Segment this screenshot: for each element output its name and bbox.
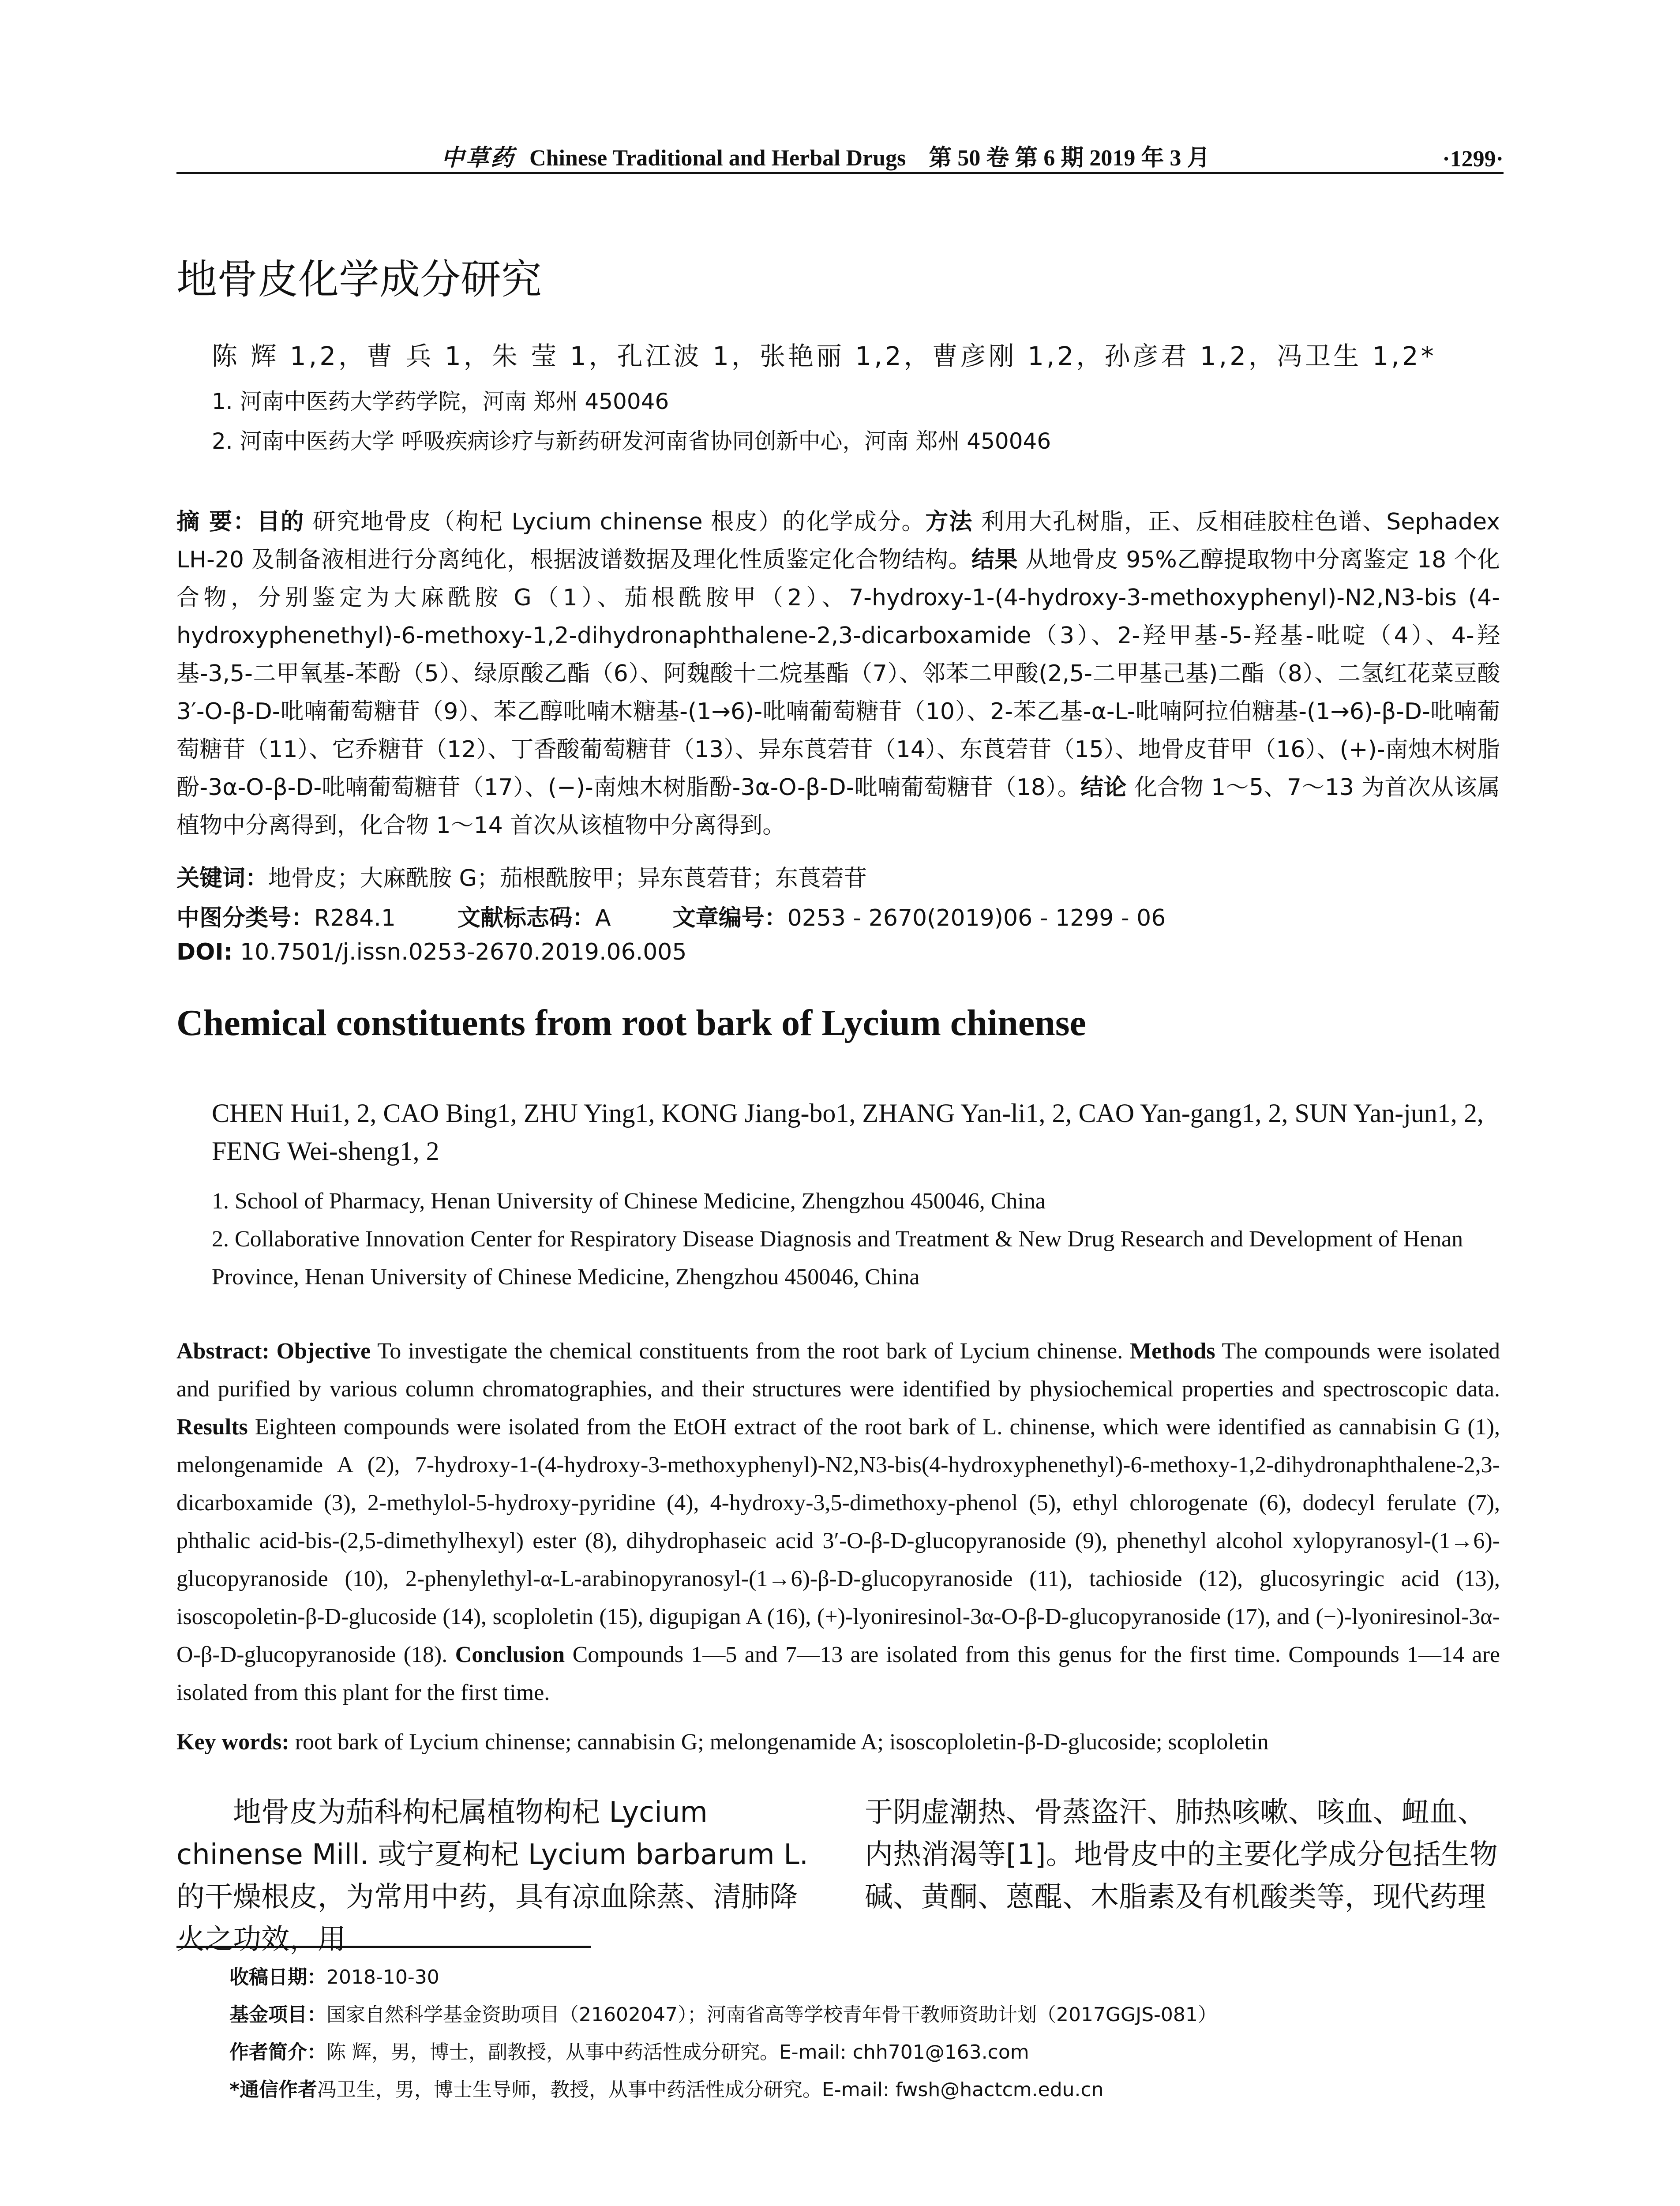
- footnote-funding: [229, 1999, 1217, 2027]
- doi-label: DOI:: [176, 939, 233, 965]
- affiliation-cn-1: 1. 河南中医药大学药学院，河南 郑州 450046: [212, 389, 669, 414]
- authors-english: CHEN Hui1, 2, CAO Bing1, ZHU Ying1, KONG Jiang-bo1, ZHANG Yan-li1, 2, CAO Yan-gang1, 2, SUN Yan-jun1, 2, FENG Wei-sheng1, 2: [212, 1099, 1484, 1166]
- results-label: 结果: [971, 547, 1018, 573]
- article-number-value: 0253 - 2670(2019)06 - 1299 - 06: [787, 905, 1166, 931]
- results-text: 从地骨皮 95%乙醇提取物中分离鉴定 18 个化合物，分别鉴定为大麻酰胺 G（1）、茄根酰胺甲（2）、7-hydroxy-1-(4-hydroxy-3-methoxyphenyl)-N2,N3-bis (4-hydroxyphenethyl)-6-methoxy-1,2-dihydronaphthalene-2,3-dicarboxamide（3）、2-羟甲基-5-羟基-吡啶（4）、4-羟基-3,5-二甲氧基-苯酚（5）、绿原酸乙酯（6）、阿魏酸十二烷基酯（7）、邻苯二甲酸(2,5-二甲基己基)二酯（8）、二氢红花菜豆酸 3′-O-β-D-吡喃葡萄糖苷（9）、苯乙醇吡喃木糖基-(1→6)-吡喃葡萄糖苷（10）、2-苯乙基-α-L-吡喃阿拉伯糖基-(1→6)-β-D-吡喃葡萄糖苷（11）、它乔糖苷（12）、丁香酸葡萄糖苷（13）、异东莨菪苷（14）、东莨菪苷（15）、地骨皮苷甲（16）、(+)-南烛木树脂酚-3α-O-β-D-吡喃葡萄糖苷（17）、(−)-南烛木树脂酚-3α-O-β-D-吡喃葡萄糖苷（18）。: [176, 547, 1500, 801]
- journal-info: Chinese Traditional and Herbal Drugs 第 50 卷 第 6 期 2019 年 3 月: [529, 146, 1210, 171]
- objective-label: 目的: [257, 509, 305, 535]
- methods-en-label: Methods: [1130, 1339, 1215, 1364]
- affiliation-cn-2: 2. 河南中医药大学 呼吸疾病诊疗与新药研发河南省协同创新中心，河南 郑州 450046: [212, 428, 1051, 454]
- abstract-english: [176, 1332, 1500, 1712]
- body-column-right: 于阴虚潮热、骨蒸盗汗、肺热咳嗽、咳血、衄血、内热消渴等[1]。地骨皮中的主要化学成分包括生物碱、黄酮、蒽醌、木脂素及有机酸类等，现代药理: [865, 1796, 1498, 1913]
- footnote-label: 作者简介：: [229, 2041, 326, 2063]
- footnote-text: 冯卫生，男，博士生导师，教授，从事中药活性成分研究。E-mail: fwsh@hactcm.edu.cn: [317, 2078, 1104, 2101]
- doi-link[interactable]: 10.7501/j.issn.0253-2670.2019.06.005: [240, 939, 687, 965]
- methods-text: 利用大孔树脂，正、反相硅胶柱色谱、Sephadex LH-20 及制备液相进行分离纯化，根据波谱数据及理化性质鉴定化合物结构。: [176, 509, 1500, 573]
- footnote-author: [229, 2036, 1029, 2064]
- abstract-label: 摘 要：: [176, 509, 257, 535]
- keywords-en-text: root bark of Lycium chinense; cannabisin G; melongenamide A; isoscoploletin-β-D-glucoside; scoploletin: [295, 1730, 1269, 1755]
- clc-value: R284.1: [314, 905, 396, 931]
- title-english: Chemical constituents from root bark of Lycium chinense: [176, 1002, 1086, 1043]
- doc-code-label: 文献标志码：: [458, 905, 596, 931]
- running-header: [176, 141, 1504, 174]
- authors-chinese: 陈 辉 1,2，曹 兵 1，朱 莹 1，孔江波 1，张艳丽 1,2，曹彦刚 1,2，孙彦君 1,2，冯卫生 1,2*: [212, 341, 1436, 371]
- title-chinese: 地骨皮化学成分研究: [176, 256, 542, 303]
- keywords-label: 关键词：: [176, 865, 269, 892]
- abstract-chinese: [176, 503, 1500, 844]
- footnote-text: 2018-10-30: [326, 1966, 439, 1988]
- page-number: ·1299·: [1442, 146, 1504, 172]
- keywords-chinese: [176, 859, 867, 893]
- conclusion-en-text: Compounds 1—5 and 7—13 are isolated from this genus for the first time. Compounds 1—14 are isolated from this plant for the first time.: [176, 1642, 1500, 1705]
- keywords-english: [176, 1723, 1500, 1761]
- footnote-text: 国家自然科学基金资助项目（21602047）；河南省高等学校青年骨干教师资助计划（2017GGJS-081）: [326, 2003, 1217, 2026]
- objective-en-text: To investigate the chemical constituents from the root bark of Lycium chinense.: [377, 1339, 1123, 1364]
- keywords-en-label: Key words:: [176, 1730, 289, 1755]
- clc-label: 中图分类号：: [176, 905, 315, 931]
- doc-code-value: A: [595, 905, 611, 931]
- footnote-divider: [176, 1946, 591, 1948]
- footnote-received: [229, 1961, 439, 1989]
- conclusion-label: 结论: [1080, 774, 1127, 801]
- objective-text: 研究地骨皮（枸杞 Lycium chinense 根皮）的化学成分。: [312, 509, 926, 535]
- article-number-label: 文章编号：: [672, 905, 788, 931]
- footnote-text: 陈 辉，男，博士，副教授，从事中药活性成分研究。E-mail: chh701@163.com: [326, 2041, 1029, 2063]
- affiliation-en-2: 2. Collaborative Innovation Center for Respiratory Disease Diagnosis and Treatment & New Drug Research and Development of Henan Province, Henan University of Chinese Medicine, Zhengzhou 450046, China: [212, 1227, 1463, 1290]
- affiliation-en-1: 1. School of Pharmacy, Henan University of Chinese Medicine, Zhengzhou 450046, China: [212, 1189, 1046, 1214]
- footnote-label: *通信作者: [229, 2078, 318, 2101]
- classification-line: [176, 899, 1166, 932]
- conclusion-en-label: Conclusion: [455, 1642, 565, 1667]
- journal-info-group: [441, 139, 1210, 172]
- journal-logo: 中草药: [441, 146, 516, 171]
- footnote-label: 收稿日期：: [229, 1966, 326, 1988]
- body-column-left: 地骨皮为茄科枸杞属植物枸杞 Lycium chinense Mill. 或宁夏枸杞 Lycium barbarum L. 的干燥根皮，为常用中药，具有凉血除蒸、清肺降火之功效，用: [176, 1796, 809, 1956]
- footnote-corresponding: [229, 2074, 1104, 2102]
- results-en-label: Results: [176, 1414, 248, 1440]
- methods-label: 方法: [925, 509, 973, 535]
- methods-en-text: The compounds were isolated and purified by various column chromatographies, and their structures were identified by physiochemical properties and spectroscopic data.: [176, 1339, 1500, 1402]
- keywords-text: 地骨皮；大麻酰胺 G；茄根酰胺甲；异东莨菪苷；东莨菪苷: [268, 865, 867, 892]
- conclusion-text: 化合物 1～5、7～13 为首次从该属植物中分离得到，化合物 1～14 首次从该植物中分离得到。: [176, 774, 1500, 839]
- abstract-en-label: Abstract: Objective: [176, 1339, 371, 1364]
- doi-line: [176, 939, 686, 965]
- results-en-text: Eighteen compounds were isolated from the EtOH extract of the root bark of L. chinense, which were identified as cannabisin G (1), melongenamide A (2), 7-hydroxy-1-(4-hydroxy-3-methoxyphenyl)-N2,N3-bis(4-hydroxyphenethyl)-6-methoxy-1,2-dihydronaphthalene-2,3-dicarboxamide (3), 2-methylol-5-hydroxy-pyridine (4), 4-hydroxy-3,5-dimethoxy-phenol (5), ethyl chlorogenate (6), dodecyl ferulate (7), phthalic acid-bis-(2,5-dimethylhexyl) ester (8), dihydrophaseic acid 3′-O-β-D-glucopyranoside (9), phenethyl alcohol xylopyranosyl-(1→6)-glucopyranoside (10), 2-phenylethyl-α-L-arabinopyranosyl-(1→6)-β-D-glucopyranoside (11), tachioside (12), glucosyringic acid (13), isoscopoletin-β-D-glucoside (14), scoploletin (15), digupigan A (16), (+)-lyoniresinol-3α-O-β-D-glucopyranoside (17), and (−)-lyoniresinol-3α-O-β-D-glucopyranoside (18).: [176, 1414, 1500, 1667]
- footnote-label: 基金项目：: [229, 2003, 326, 2026]
